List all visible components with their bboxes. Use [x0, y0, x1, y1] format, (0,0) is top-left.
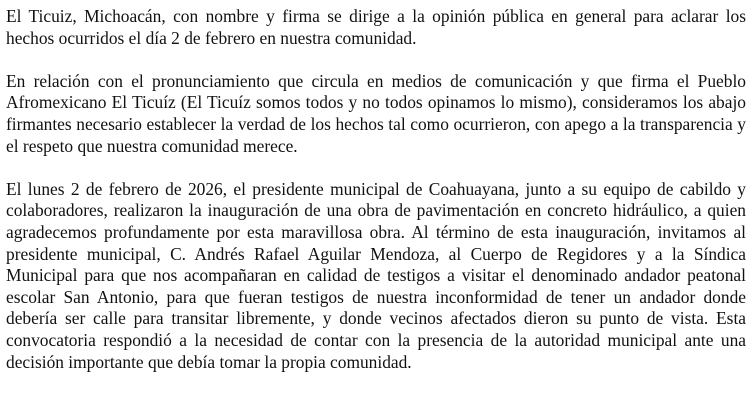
paragraph-pronouncement: En relación con el pronunciamiento que circula en medios de comunicación y que firma el Pueblo Afromexicano El Ticuíz (El Ticuíz somos todos y no todos opinamos lo mismo), consideramos los abajo firmantes necesario establecer la verdad de los hechos tal como ocurrieron, con apego a la transparencia y el respeto que nuestra comunidad merece. — [6, 70, 746, 156]
document-body — [6, 6, 746, 395]
paragraph-events: El lunes 2 de febrero de 2026, el presidente municipal de Coahuayana, junto a su equipo de cabildo y colaboradores, realizaron la inauguración de una obra de pavimentación en concreto hidráulico, a quien agradecemos profundamente por esta maravillosa obra. Al término de esta inauguración, invitamos al presidente municipal, C. Andrés Rafael Aguilar Mendoza, al Cuerpo de Regidores y a la Síndica Municipal para que nos acompañaran en calidad de testigos a visitar el denominado andador peatonal escolar San Antonio, para que fueran testigos de nuestra inconformidad de tener un andador donde debería ser calle para transitar libremente, y donde vecinos afectados dieron su punto de vista. Esta convocatoria respondió a la necesidad de contar con la presencia de la autoridad municipal ante una decisión importante que debía tomar la propia comunidad. — [6, 178, 746, 372]
paragraph-intro: El Ticuiz, Michoacán, con nombre y firma se dirige a la opinión pública en general para aclarar los hechos ocurridos el día 2 de febrero en nuestra comunidad. — [6, 6, 746, 48]
